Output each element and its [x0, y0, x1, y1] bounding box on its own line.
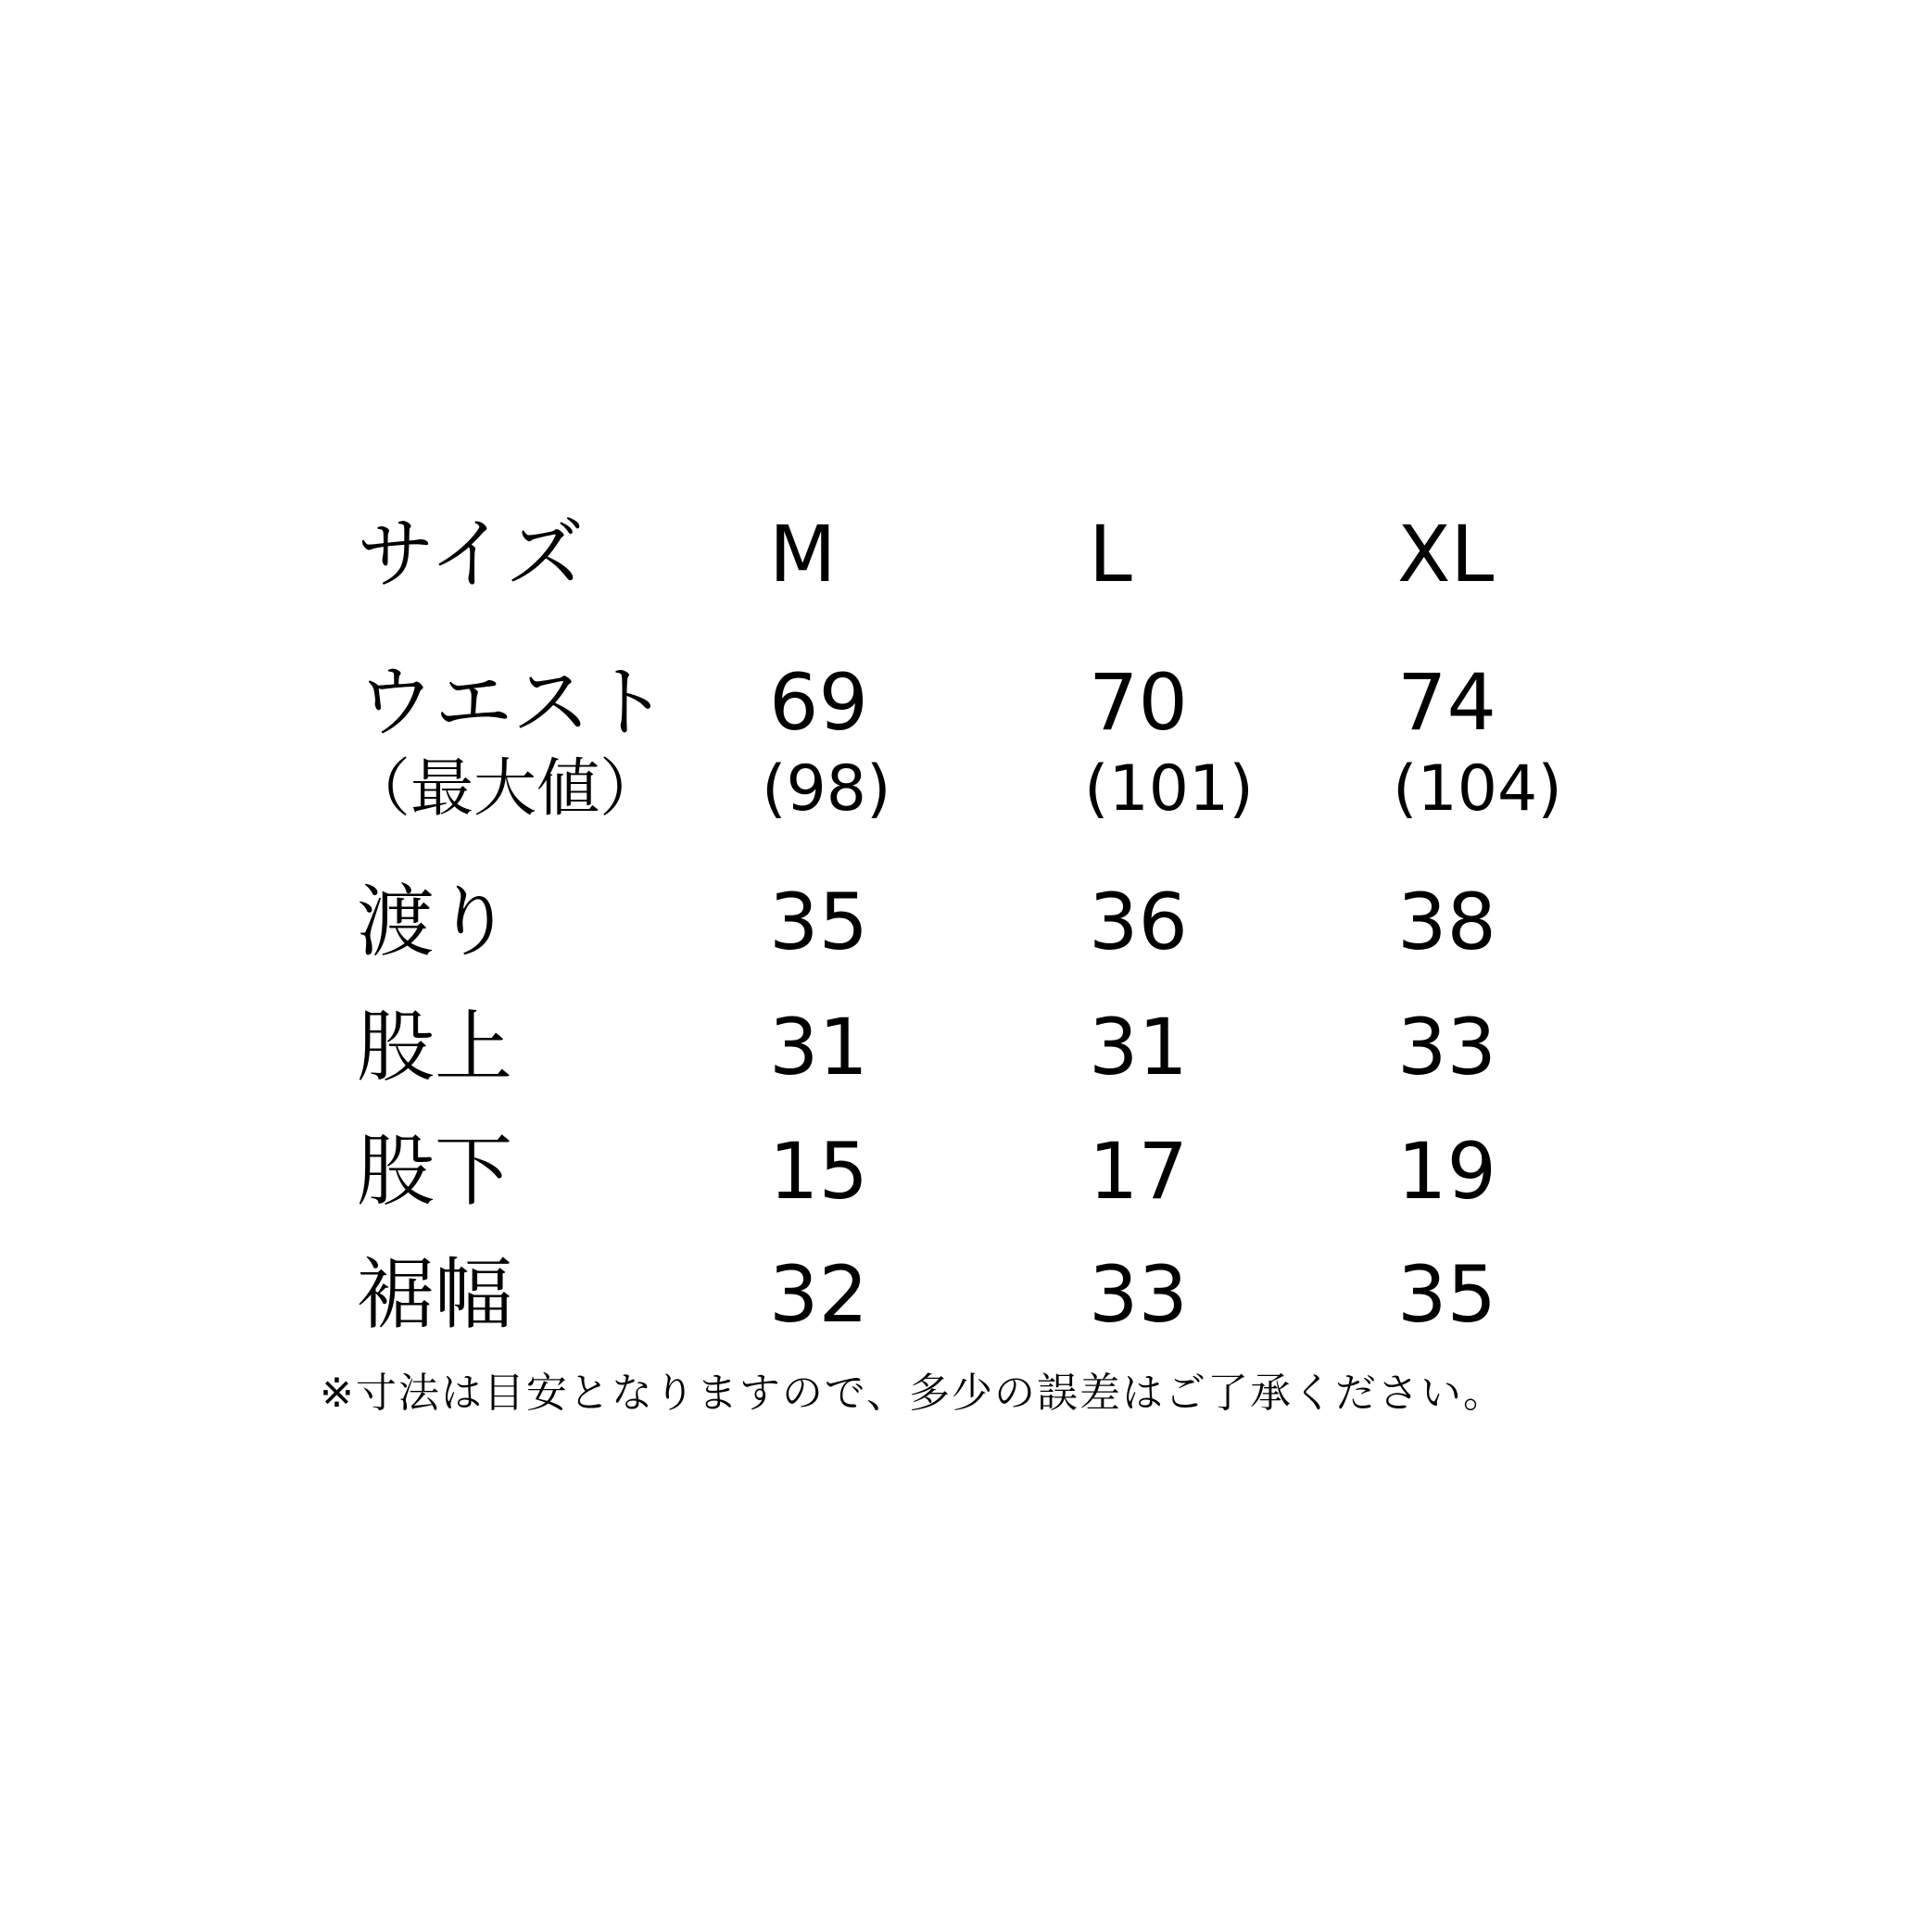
thigh-l-value: 36	[1089, 877, 1188, 967]
rise-m-value: 31	[769, 1002, 868, 1092]
waist-max-m-value: (98)	[762, 752, 891, 826]
waist-m-value: 69	[769, 657, 868, 748]
thigh-xl-value: 38	[1397, 877, 1496, 967]
inseam-label: 股下	[357, 1126, 513, 1217]
size-l-header: L	[1089, 509, 1132, 600]
waist-max-label: （最大値）	[347, 752, 663, 826]
size-m-header: M	[769, 509, 837, 600]
inseam-m-value: 15	[769, 1126, 868, 1217]
waist-label: ウエスト	[357, 657, 669, 748]
inseam-xl-value: 19	[1397, 1126, 1496, 1217]
size-header-label: サイズ	[357, 509, 585, 600]
rise-xl-value: 33	[1397, 1002, 1496, 1092]
hem-width-m-value: 32	[769, 1249, 868, 1340]
hem-width-l-value: 33	[1089, 1249, 1188, 1340]
waist-xl-value: 74	[1397, 657, 1496, 748]
thigh-m-value: 35	[769, 877, 868, 967]
waist-l-value: 70	[1089, 657, 1188, 748]
thigh-label: 渡り	[357, 877, 513, 967]
waist-max-l-value: (101)	[1084, 752, 1254, 826]
hem-width-xl-value: 35	[1397, 1249, 1496, 1340]
inseam-l-value: 17	[1089, 1126, 1188, 1217]
waist-max-xl-value: (104)	[1393, 752, 1562, 826]
size-xl-header: XL	[1397, 509, 1495, 600]
rise-label: 股上	[357, 1002, 513, 1092]
rise-l-value: 31	[1089, 1002, 1188, 1092]
hem-width-label: 裾幅	[357, 1249, 513, 1340]
measurement-note: ※寸法は目安となりますので、多少の誤差はご了承ください。	[320, 1370, 1506, 1417]
